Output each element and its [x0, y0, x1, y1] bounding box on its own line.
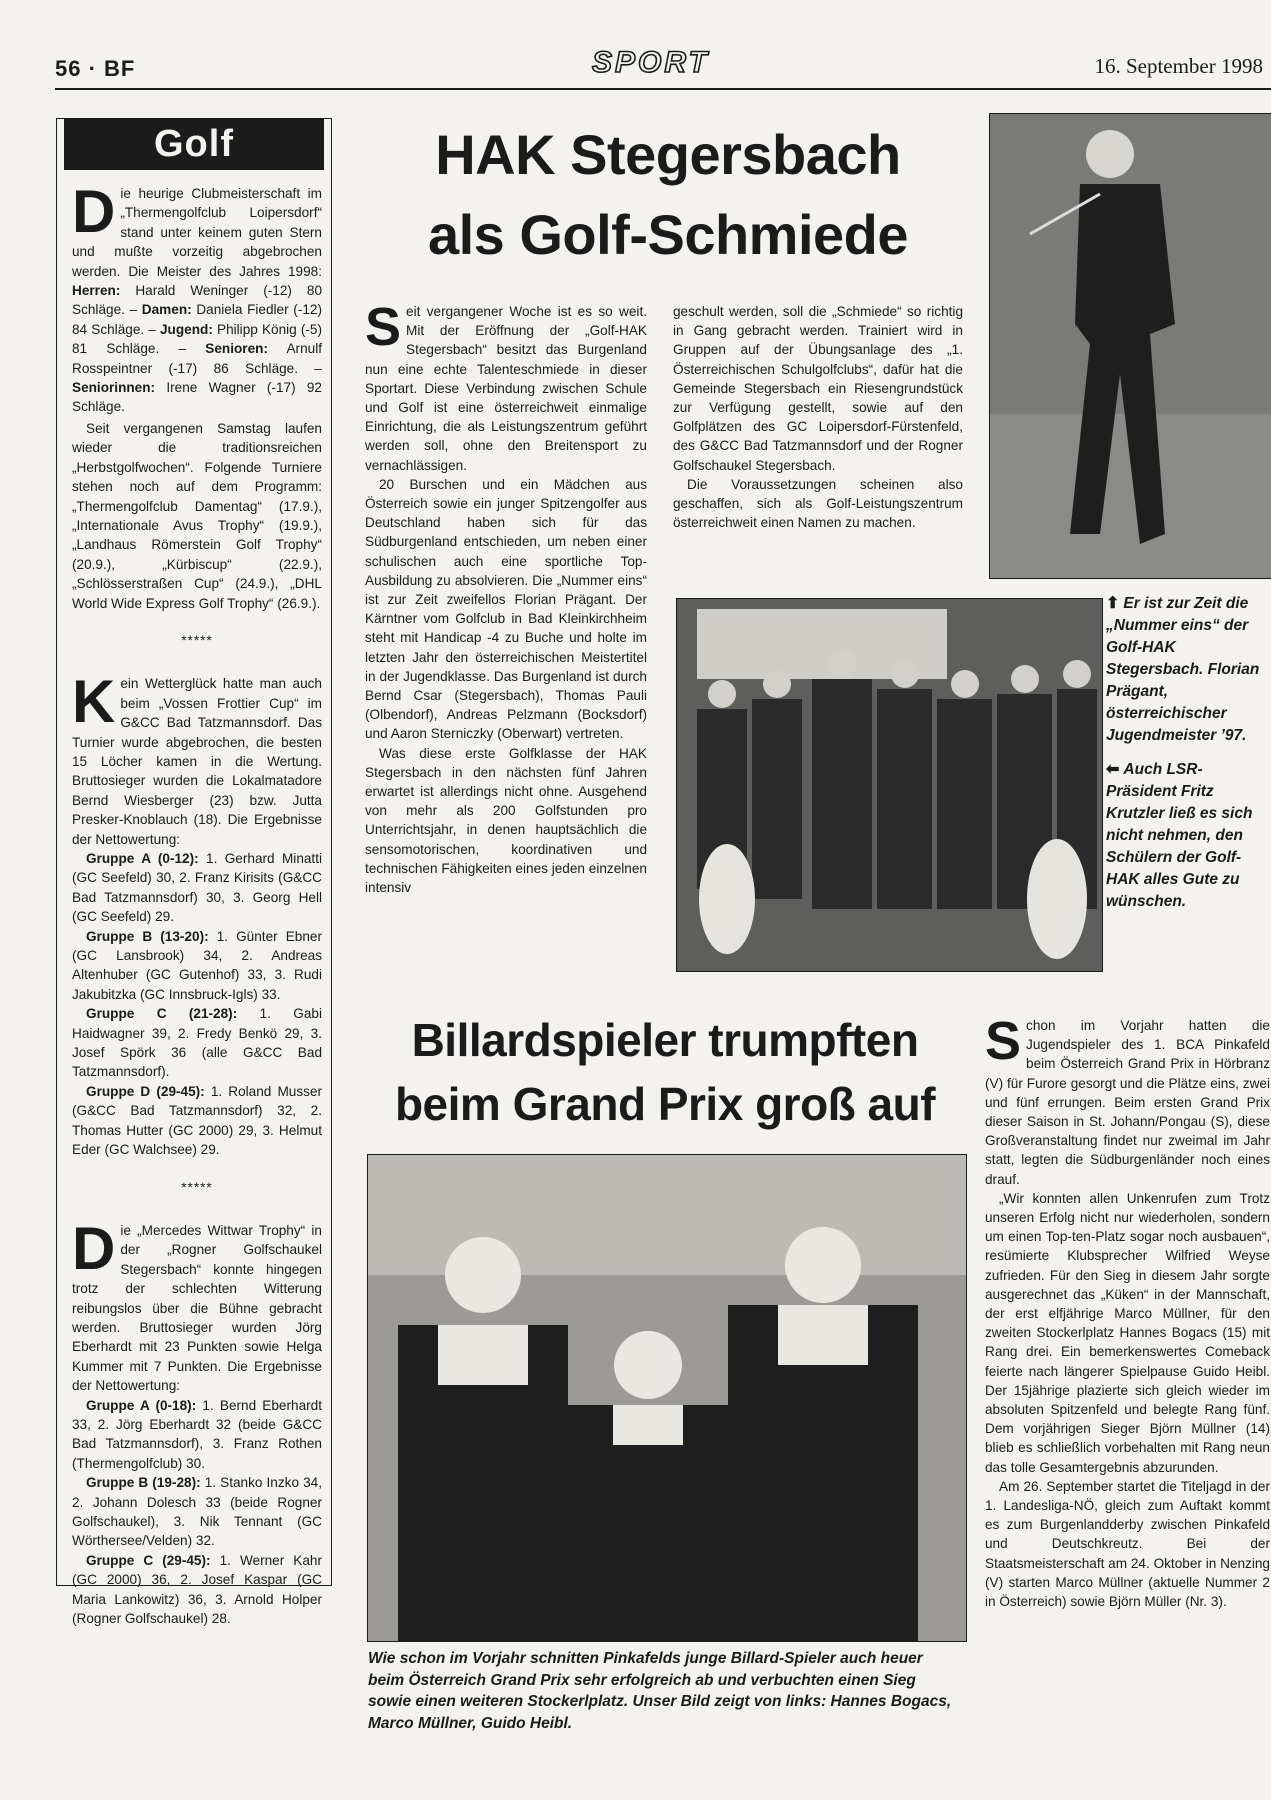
- result-label: Gruppe A (0-18):: [86, 1397, 197, 1413]
- result-text: Philipp König (-5) 81 Schläge. –: [72, 321, 322, 357]
- separator-stars: *****: [181, 632, 213, 648]
- arrow-up-icon: ⬆: [1106, 595, 1120, 612]
- golf-banner: Golf: [64, 118, 324, 170]
- page-number: 56 · BF: [55, 56, 136, 81]
- result-text: Daniela Fiedler (-12) 84 Schläge. –: [72, 302, 322, 337]
- result-label: Senioren:: [205, 341, 268, 357]
- result-label: Gruppe A (0-12):: [86, 851, 199, 866]
- article1-column-2: geschult werden, soll die „Schmiede“ so richtig in Gang gebracht werden. Trainiert wird in Gruppen auf der Übungsanlage des „1. Österreichischen Schulgolfclubs“, dafür hat die Gemeinde Stegersbach ein Riesengrundstück zur Verfügung gestellt, sowie auf den Golfplätzen des GC Loipersdorf-Fürstenfeld, des G&CC Bad Tatzmannsdorf und der Rogner Golfschaukel Stegersbach. Die Voraussetzungen scheinen also geschaffen, sich als Golf-Leistungszentrum österreichweit einen Namen zu machen.: [673, 304, 963, 531]
- separator-stars: *****: [181, 1179, 213, 1195]
- result-text: 1. Roland Musser (G&CC Bad Tatzmannsdorf) 32, 2. Thomas Hutter (GC 2000) 29, 3. Helmut Eder (GC Walchsee) 29.: [72, 1083, 323, 1158]
- caption-group: ⬅ Auch LSR-Präsident Fritz Krutzler ließ es sich nicht nehmen, den Schülern der Golf-HAK alles Gute zu wünschen.: [1106, 761, 1253, 910]
- result-text: 1. Gerhard Minatti (GC Seefeld) 30, 2. Franz Kirisits (G&CC Bad Tatzmannsdorf) 30, 3. Georg Hell (GC Seefeld) 29.: [72, 851, 323, 925]
- dropcap: K: [72, 668, 116, 736]
- result-label: Damen:: [141, 302, 192, 318]
- result-entry: [72, 927, 322, 1005]
- caption-golfer: ⬆ Er ist zur Zeit die „Nummer eins“ der Golf-HAK Stegersbach. Florian Prägant, österreichischer Jugendmeister ’97.: [1106, 595, 1260, 744]
- golf-paragraph-3: Kein Wetterglück hatte man auch beim „Vossen Frottier Cup“ im G&CC Bad Tatzmannsdorf. Das Turnier wurde abgebrochen, die besten 15 Löcher kamen in die Wertung. Bruttosieger wurden die Lokalmatadore Bernd Wiesberger (23) bzw. Jutta Presker-Knoblauch (18). Die Ergebnisse der Nettowertung:: [72, 668, 322, 847]
- golf-paragraph-4: Die „Mercedes Wittwar Trophy“ in der „Rogner Golfschaukel Stegersbach“ konnte hingegen trotz der schlechten Witterung reibungslos über die Bühne gebracht werden. Bruttosieger wurden Jörg Eberhardt mit 23 Punkten sowie Helga Kummer mit 7 Punkten. Die Ergebnisse der Nettowertung:: [72, 1214, 322, 1394]
- result-label: Herren:: [72, 283, 121, 299]
- golf-column-text: [72, 178, 323, 1628]
- article1-column-1: Seit vergangener Woche ist es so weit. Mit der Eröffnung der „Golf-HAK Stegersbach“ besitzt das Burgenland nun eine echte Talenteschmiede in dieser Sportart. Diese Verbindung zwischen Schule und Golf ist eine österreichweit einmalige Einrichtung, die als Leistungszentrum geführt werden soll, ohne den Breitensport zu vernachlässigen. 20 Burschen und ein Mädchen aus Österreich sowie ein junger Spitzengolfer aus Deutschland haben sich für das Südburgenland entschieden, um neben einer schulischen auch eine sportliche Top-Ausbildung zu absolvieren. Die „Nummer eins“ ist zur Zeit zweifellos Florian Prägant. Der Kärntner vom Golfclub in Bad Kleinkirchheim steht mit Handicap -4 zu Buche und holte im letzten Jahr den österreichischen Meistertitel in der Jugendklasse. Das Burgenland ist durch Bernd Csar (Stegersbach), Thomas Pauli (Olbendorf), Andreas Pelzmann (Bocksdorf) und Aaron Sterniczky (Oberwart) vertreten. Was diese erste Golfklasse der HAK Stegersbach in den nächsten fünf Jahren erwartet ist allerdings nicht ohne. Ausgehend von mehr als 200 Golfstunden pro Unterrichtsjahr, in denen hauptsächlich die sensomotorischen, koordinativen und technischen Fähigkeiten eines jeden einzelnen intensiv: [365, 297, 647, 896]
- result-text: Irene Wagner (-17) 92 Schläge.: [72, 380, 322, 415]
- result-text: Harald Weninger (-12) 80 Schläge. –: [72, 283, 322, 318]
- result-text: 1. Bernd Eberhardt 33, 2. Jörg Eberhardt 32 (beide G&CC Bad Tatzmannsdorf), 3. Franz Rothen (Thermengolfclub) 30.: [72, 1397, 322, 1471]
- dropcap: S: [985, 1011, 1022, 1071]
- result-text: 1. Stanko Inzko 34, 2. Johann Dolesch 33 (beide Rogner Golfschaukel), 3. Nik Tennant (GC Wörthersee/Velden) 32.: [72, 1475, 322, 1549]
- result-label: Gruppe B (13-20):: [86, 928, 209, 944]
- result-label: Gruppe C (21-28):: [86, 1006, 238, 1022]
- vossen-cup-results: [72, 849, 322, 1160]
- result-entry: [72, 1396, 322, 1474]
- result-entry: [72, 1551, 322, 1629]
- billiard-photo: [367, 1154, 967, 1642]
- golfer-photo: [989, 113, 1271, 579]
- mercedes-trophy-results: [72, 1396, 322, 1629]
- result-entry: [72, 1473, 322, 1551]
- result-entry: [72, 1082, 322, 1160]
- result-text: Arnulf Rosspeintner (-17) 86 Schläge. –: [72, 341, 322, 376]
- issue-date: 16. September 1998: [1094, 54, 1263, 78]
- group-photo: [676, 598, 1103, 972]
- photo-captions: [1106, 593, 1271, 913]
- group-silhouette-icon: [677, 599, 1102, 971]
- golf-paragraph-2: Seit vergangenen Samstag laufen wieder die traditionsreichen „Herbstgolfwochen“. Folgende Turniere stehen noch auf dem Programm: „Thermengolfclub Damentag“ (17.9.), „Internationale Avus Trophy“ (19.9.), „Landhaus Römerstein Golf Trophy“ (20.9.), „Kürbiscup“ (22.9.), „Schlösserstraßen Cup“ (24.9.), „DHL World Wide Express Golf Trophy“ (26.9.).: [72, 420, 322, 611]
- result-label: Jugend:: [160, 321, 213, 337]
- arrow-left-icon: ⬅: [1106, 761, 1120, 778]
- result-text: 1. Günter Ebner (GC Lansbrook) 34, 2. Andreas Altenhuber (GC Gutenhof) 33, 3. Rudi Jakubitzka (GC Innsbruck-Igls) 33.: [72, 928, 323, 1002]
- dropcap: D: [72, 178, 116, 245]
- result-text: 1. Werner Kahr (GC 2000) 36, 2. Josef Kaspar (GC Maria Lankowitz) 36, 3. Arnold Holper (Rogner Golfschaukel) 28.: [72, 1552, 323, 1627]
- dropcap: S: [365, 297, 402, 357]
- article2-column: Schon im Vorjahr hatten die Jugendspieler des 1. BCA Pinkafeld beim Österreich Grand Prix in Hörbranz (V) für Furore gesorgt und die Plätze eins, zwei und fünf errungen. Beim ersten Grand Prix dieser Saison in St. Johann/Pongau (S), diese Großveranstaltung findet nur zweimal im Jahr statt, legten die Südburgenländer noch eines drauf. „Wir konnten allen Unkenrufen zum Trotz unseren Erfolg nicht nur wiederholen, sondern um einen Top-ten-Platz sogar noch ausbauen“, resümierte Klubsprecher Wilfried Weyse zufrieden. Für den Sieg in diesem Jahr sorgte ausgerechnet das „Küken“ in der Mannschaft, der erst elfjährige Marco Müllner, für den zweiten Stockerlplatz Hannes Bogacs (15) mit Rang drei. Ein bemerkenswertes Comeback feierte nach längerer Spielpause Guido Heibl. Der 15jährige plazierte sich gleich wieder im absoluten Spitzenfeld und belegte Rang fünf. Dem vorjährigen Sieger Björn Müllner (14) blieb es schließlich vorbehalten mit Rang neun das tolle Gesamtergebnis abzurunden. Am 26. September startet die Titeljagd in der 1. Landesliga-NÖ, gleich zum Auftakt kommt es zum Burgenlandderby zwischen Pinkafeld und Deutschkreutz. Bei der Staatsmeisterschaft am 24. Oktober in Nenzing (V) starten Marco Müllner (aktuelle Nummer 2 in Österreich) sowie Björn Müller (Nr. 3).: [985, 1011, 1270, 1610]
- result-label: Gruppe C (29-45):: [86, 1552, 211, 1568]
- section-title: SPORT: [592, 46, 710, 79]
- result-label: Gruppe B (19-28):: [86, 1475, 201, 1491]
- result-entry: [72, 380, 322, 414]
- result-text: 1. Gabi Haidwagner 39, 2. Fredy Benkö 29, 3. Josef Spörk 36 (alle G&CC Bad Tatzmannsdorf).: [72, 1006, 322, 1080]
- golf-paragraph-1: Die heurige Clubmeisterschaft im „Thermengolfclub Loipersdorf“ stand unter keinem guten Stern und mußte vorzeitig abgebrochen werden. Die Meister des Jahres 1998: Herren: Harald Weninger (-12) 80 Schläge. – Damen: Daniela Fiedler (-12) 84 Schläge. – Jugend: Philipp König (-5) 81 Schläge. – Senioren: Arnulf Rosspeintner (-17) 86 Schläge. – Seniorinnen: Irene Wagner (-17) 92 Schläge.: [72, 178, 322, 415]
- headline-hak-stegersbach: HAK Stegersbach als Golf-Schmiede: [427, 123, 909, 266]
- dropcap: D: [72, 1214, 116, 1282]
- headline-billard: Billardspieler trumpften beim Grand Prix groß auf: [394, 1014, 936, 1130]
- billiard-photo-caption: Wie schon im Vorjahr schnitten Pinkafelds junge Billard-Spieler auch heuer beim Österreich Grand Prix sehr erfolgreich ab und verbuchten einen Sieg sowie einen weiteren Stockerlplatz. Unser Bild zeigt von links: Hannes Bogacs, Marco Müllner, Guido Heibl.: [368, 1650, 952, 1732]
- result-label: Seniorinnen:: [72, 380, 156, 396]
- billiard-players-icon: [368, 1155, 966, 1641]
- header-rule: [55, 88, 1271, 90]
- golfer-silhouette-icon: [990, 114, 1271, 578]
- result-entry: [72, 1004, 322, 1082]
- championship-results: [72, 283, 322, 414]
- result-label: Gruppe D (29-45):: [86, 1083, 205, 1099]
- result-entry: [72, 849, 322, 927]
